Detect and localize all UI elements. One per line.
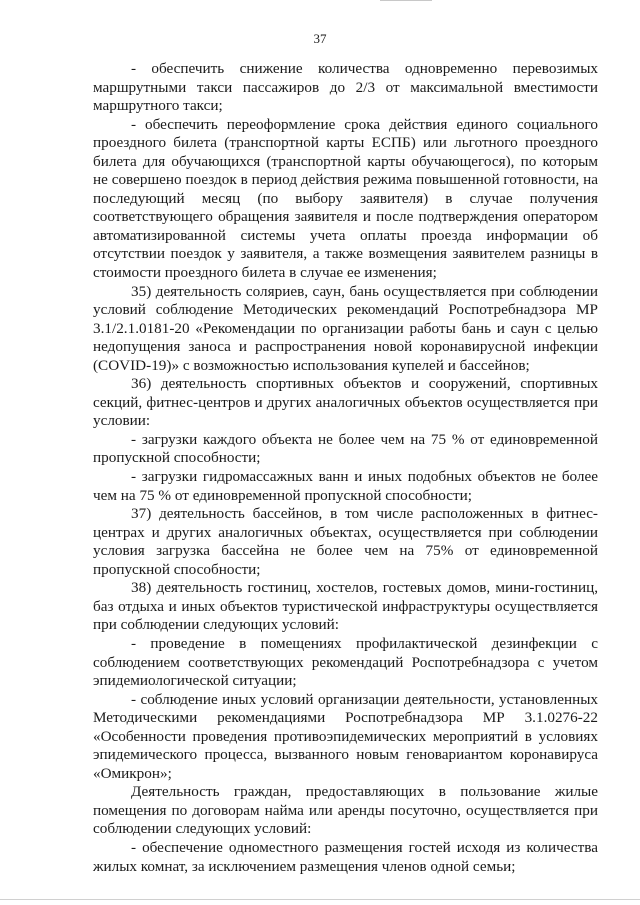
paragraph-hydromassage-load: - загрузки гидромассажных ванн и иных подобных объектов не более чем на 75 % от единовременной пропускной способности; [93,468,598,504]
document-body [93,60,598,876]
paragraph-35-saunas: 35) деятельность соляриев, саун, бань осуществляется при соблюдении условий соблюдение Методических рекомендаций Роспотребнадзора МР 3.1/2.1.0181-20 «Рекомендации по организации работы бань и саун с целью недопущения заноса и распространения новой коронавирусной инфекции (COVID-19)» с возможностью использования купелей и бассейнов; [93,282,598,374]
paragraph-daily-rent: Деятельность граждан, предоставляющих в пользование жилые помещения по договорам найма или аренды посуточно, осуществляется при соблюдении следующих условий: [93,783,598,838]
paragraph-37-pools: 37) деятельность бассейнов, в том числе расположенных в фитнес-центрах и других аналогичных объектах, осуществляется при соблюдении условия загрузка бассейна не более чем на 75% от единовременной пропускной способности; [93,505,598,578]
paragraph-taxi-capacity: - обеспечить снижение количества одновременно перевозимых маршрутными такси пассажиров до 2/3 от максимальной вместимости маршрутного такси; [93,60,598,115]
paragraph-disinfection: - проведение в помещениях профилактической дезинфекции с соблюдением соответствующих рекомендаций Роспотребнадзора с учетом эпидемиологической ситуации; [93,634,598,690]
paragraph-methodical-recommendations: - соблюдение иных условий организации деятельности, установленных Методическими рекомендациями Роспотребнадзора МР 3.1.0276-22 «Особенности проведения противоэпидемических мероприятий в условиях эпидемического процесса, вызванного новым геновариантом коронавируса «Омикрон»; [93,690,598,782]
scan-top-line [380,0,432,1]
page-number: 37 [313,31,327,46]
paragraph-sports-load: - загрузки каждого объекта не более чем на 75 % от единовременной пропускной способности; [93,430,598,467]
paragraph-ticket-reissue: - обеспечить переоформление срока действия единого социального проездного билета (транспортной карты ЕСПБ) или льготного проездного билета для обучающихся (транспортной карты обучающегося), по которым не совершено поездок в период действия режима повышенной готовности, на последующий месяц (по выбору заявителя) в случае получения соответствующего обращения заявителя и после подтверждения оператором автоматизированной системы учета оплаты проезда информации об отсутствии поездок у заявителя, а также возмещения заявителем разницы в стоимости проездного билета в случае ее изменения; [93,115,598,282]
paragraph-36-sports: 36) деятельность спортивных объектов и сооружений, спортивных секций, фитнес-центров и других аналогичных объектов осуществляется при условии: [93,375,598,430]
paragraph-single-occupancy: - обеспечение одноместного размещения гостей исходя из количества жилых комнат, за исключением размещения членов одной семьи; [93,838,598,875]
scan-bottom-line [0,899,640,900]
paragraph-38-hotels: 38) деятельность гостиниц, хостелов, гостевых домов, мини-гостиниц, баз отдыха и иных объектов туристической инфраструктуры осуществляется при соблюдении следующих условий: [93,579,598,634]
